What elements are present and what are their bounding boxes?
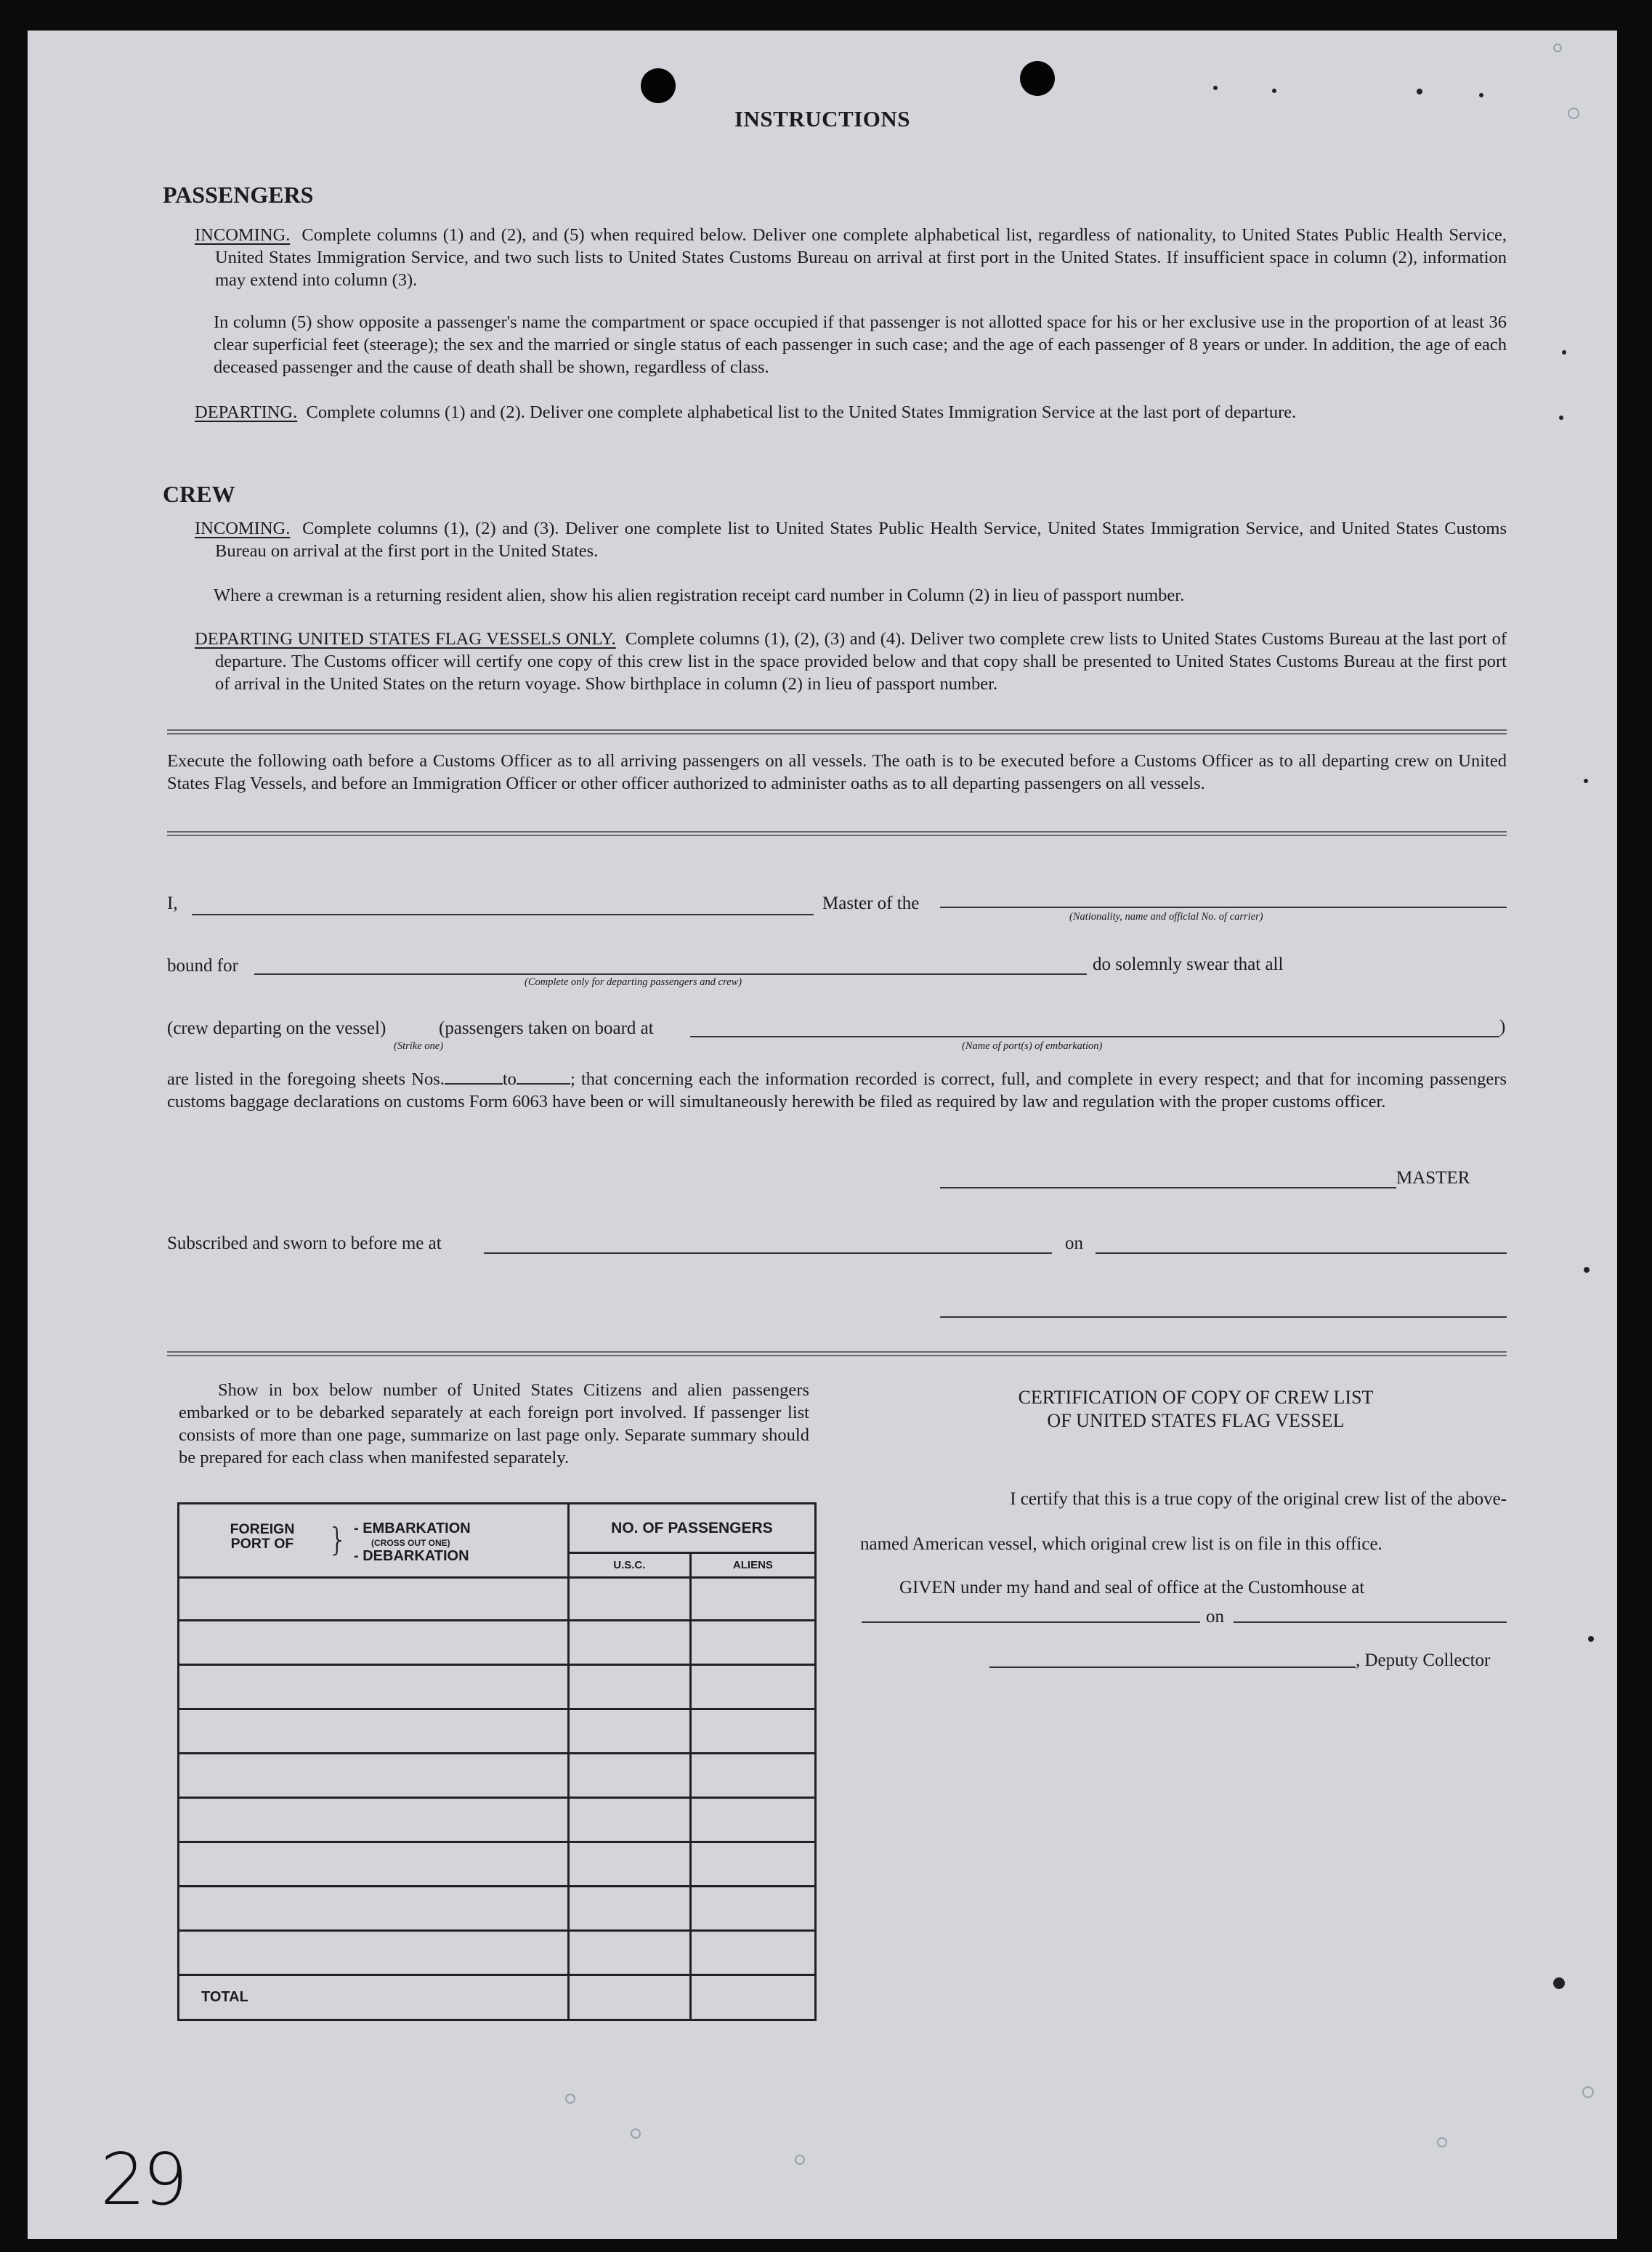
crew-departing-option[interactable]: (crew departing on the vessel)	[167, 1018, 386, 1038]
carrier-caption: (Nationality, name and official No. of carrier)	[1069, 911, 1263, 923]
oath-i-label: I,	[167, 894, 178, 913]
form-sheet	[28, 31, 1617, 2239]
bound-for-label: bound for	[167, 956, 238, 976]
port-cell[interactable]	[179, 1798, 569, 1842]
aliens-cell[interactable]	[690, 1709, 815, 1754]
subscribed-label: Subscribed and sworn to before me at	[167, 1234, 442, 1253]
crew-incoming	[195, 517, 1507, 562]
page-heading: INSTRUCTIONS	[734, 106, 910, 131]
port-caption: (Name of port(s) of embarkation)	[962, 1040, 1103, 1052]
punch-hole-left	[641, 68, 676, 103]
usc-cell[interactable]	[568, 1578, 690, 1621]
aliens-cell[interactable]	[690, 1798, 815, 1842]
crew-departing-text: Complete columns (1), (2), (3) and (4). Deliver two complete crew lists to United States Customs Bureau at the last port of departure. The Customs officer will certify one copy of this crew list in the space provided below and that copy shall be presented to United States Customs Bureau at the first port of arrival in the United States on the return voyage. Show birthplace in column (2) in lieu of passport number.	[215, 629, 1507, 694]
speck	[1213, 86, 1218, 90]
port-cell[interactable]	[179, 1887, 569, 1931]
aliens-cell[interactable]	[690, 1665, 815, 1709]
faint-mark	[565, 2094, 575, 2104]
oath-instruction: Execute the following oath before a Customs Officer as to all arriving passengers on all vessels. The oath is to be executed before a Customs Officer as to all departing crew on United States Flag Vessels, and before an Immigration Officer or other officer authorized to administer oaths as to all departing passengers on all vessels.	[167, 751, 1507, 793]
master-name-field[interactable]	[192, 914, 814, 915]
usc-cell[interactable]	[568, 1842, 690, 1887]
close-paren: )	[1499, 1017, 1506, 1037]
punch-hole-right	[1020, 61, 1055, 96]
embarkation-port-field[interactable]	[690, 1036, 1499, 1037]
usc-cell[interactable]	[568, 1931, 690, 1975]
divider	[167, 831, 1507, 836]
master-of-label: Master of the	[822, 894, 920, 913]
faint-mark	[631, 2129, 641, 2139]
deputy-signature-field[interactable]	[989, 1666, 1356, 1668]
certification-date-field[interactable]	[1234, 1621, 1507, 1623]
usc-cell[interactable]	[568, 1887, 690, 1931]
port-header-cell	[179, 1504, 569, 1578]
aliens-cell[interactable]	[690, 1842, 815, 1887]
aliens-total-cell[interactable]	[690, 1975, 815, 2020]
speck	[1553, 1977, 1565, 1989]
speck	[1562, 350, 1566, 355]
passengers-title: PASSENGERS	[163, 182, 314, 208]
passengers-taken-option[interactable]: (passengers taken on board at	[439, 1018, 654, 1038]
master-signature-field[interactable]	[940, 1187, 1396, 1188]
crew-departing	[195, 628, 1507, 695]
embarkation-option[interactable]: - EMBARKATION	[354, 1520, 471, 1536]
faint-mark	[795, 2155, 805, 2165]
usc-cell[interactable]	[568, 1798, 690, 1842]
crew-title: CREW	[163, 481, 235, 507]
crew-incoming-text: Complete columns (1), (2) and (3). Deliver one complete list to United States Public Health Service, United States Immigration Service, and United States Customs Bureau on arrival at the first port in the United States.	[215, 519, 1507, 561]
master-label: MASTER	[1396, 1168, 1470, 1188]
aliens-cell[interactable]	[690, 1754, 815, 1798]
crew-incoming-lead: INCOMING.	[195, 519, 291, 538]
carrier-field[interactable]	[940, 907, 1507, 908]
passengers-departing	[195, 401, 1507, 424]
summary-instructions: Show in box below number of United States Citizens and alien passengers embarked or to be debarked separately at each foreign port involved. If passenger list consists of more than one page, summarize on last page only. Separate summary should be prepared for each class when manifested separately.	[179, 1380, 809, 1467]
handwritten-page-number: 29	[100, 2139, 185, 2221]
speck	[1584, 779, 1588, 783]
cross-out-note: (CROSS OUT ONE)	[371, 1537, 450, 1548]
total-label: TOTAL	[179, 1975, 569, 2020]
port-cell[interactable]	[179, 1709, 569, 1754]
crew-departing-lead: DEPARTING UNITED STATES FLAG VESSELS ONLY.	[195, 629, 616, 649]
to-label: to	[502, 1069, 517, 1089]
given-text: GIVEN under my hand and seal of office at the Customhouse at	[899, 1578, 1365, 1597]
passengers-header: NO. OF PASSENGERS	[568, 1504, 815, 1553]
passengers-departing-text: Complete columns (1) and (2). Deliver one complete alphabetical list to the United States Immigration Service at the last port of departure.	[306, 402, 1297, 422]
passengers-incoming-text: Complete columns (1) and (2), and (5) when required below. Deliver one complete alphabetical list, regardless of nationality, to United States Public Health Service, United States Immigration Service, and two such lists to United States Customs Bureau on arrival at first port in the United States. If insufficient space in column (2), information may extend into column (3).	[215, 225, 1507, 290]
passengers-incoming-lead: INCOMING.	[195, 225, 291, 245]
sworn-place-field[interactable]	[484, 1252, 1052, 1254]
certification-title-line1: CERTIFICATION OF COPY OF CREW LIST	[1018, 1387, 1374, 1408]
usc-cell[interactable]	[568, 1665, 690, 1709]
port-cell[interactable]	[179, 1578, 569, 1621]
faint-mark	[1437, 2137, 1447, 2147]
aliens-cell[interactable]	[690, 1621, 815, 1665]
deputy-collector-label: , Deputy Collector	[1356, 1650, 1491, 1670]
strike-caption: (Strike one)	[394, 1040, 444, 1052]
listed-rest: ; that concerning each the information recorded is correct, full, and complete in every respect; and that for incoming passengers customs baggage declarations on customs Form 6063 have been or will simultaneously herewith be filed as required by law and regulation with the proper customs officer.	[167, 1069, 1507, 1111]
passengers-incoming	[195, 224, 1507, 291]
bound-for-caption: (Complete only for departing passengers and crew)	[525, 976, 742, 988]
usc-cell[interactable]	[568, 1621, 690, 1665]
usc-header: U.S.C.	[568, 1553, 690, 1578]
passengers-departing-lead: DEPARTING.	[195, 402, 298, 422]
certification-title	[885, 1386, 1507, 1433]
certification-on-label: on	[1206, 1607, 1224, 1627]
divider	[167, 729, 1507, 734]
sworn-date-field[interactable]	[1096, 1252, 1507, 1254]
usc-cell[interactable]	[568, 1709, 690, 1754]
listed-label: are listed in the foregoing sheets Nos.	[167, 1069, 445, 1089]
faint-mark	[1553, 44, 1562, 52]
speck	[1272, 89, 1276, 93]
speck	[1584, 1267, 1590, 1273]
crew-resident-alien: Where a crewman is a returning resident alien, show his alien registration receipt card number in Column (2) in lieu of passport number.	[214, 586, 1185, 605]
aliens-cell[interactable]	[690, 1578, 815, 1621]
oath-listed-text	[167, 1068, 1507, 1113]
port-cell[interactable]	[179, 1931, 569, 1975]
customhouse-field[interactable]	[862, 1621, 1200, 1623]
usc-total-cell[interactable]	[568, 1975, 690, 2020]
faint-mark	[1582, 2086, 1594, 2098]
passengers-column5: In column (5) show opposite a passenger's name the compartment or space occupied if that passenger is not allotted space for his or her exclusive use in the proportion of at least 36 clear superficial feet (steerage); the sex and the married or single status of each passenger in such case; and the age of each passenger of 8 years or under. In addition, the age of each deceased passenger and the cause of death shall be shown, regardless of class.	[214, 312, 1507, 377]
port-cell[interactable]	[179, 1842, 569, 1887]
aliens-header: ALIENS	[690, 1553, 815, 1578]
sheet-to-field[interactable]	[517, 1070, 570, 1085]
sworn-on-label: on	[1065, 1234, 1083, 1253]
officer-signature-field[interactable]	[940, 1316, 1507, 1318]
certify-text: I certify that this is a true copy of the original crew list of the above-	[1010, 1489, 1507, 1509]
speck	[1479, 93, 1483, 97]
divider	[167, 1351, 1507, 1356]
aliens-cell[interactable]	[690, 1931, 815, 1975]
speck	[1559, 416, 1563, 420]
speck	[1417, 89, 1422, 94]
certify-text-2: named American vessel, which original crew list is on file in this office.	[860, 1534, 1382, 1554]
usc-cell[interactable]	[568, 1754, 690, 1798]
passenger-summary-table	[177, 1502, 817, 2021]
speck	[1588, 1636, 1594, 1642]
bound-for-field[interactable]	[254, 973, 1087, 975]
brace-icon: }	[328, 1520, 348, 1558]
aliens-cell[interactable]	[690, 1887, 815, 1931]
debarkation-option[interactable]: - DEBARKATION	[354, 1547, 469, 1564]
port-cell[interactable]	[179, 1754, 569, 1798]
swear-label: do solemnly swear that all	[1093, 955, 1284, 974]
port-cell[interactable]	[179, 1665, 569, 1709]
sheet-from-field[interactable]	[445, 1070, 503, 1085]
port-cell[interactable]	[179, 1621, 569, 1665]
foreign-port-label: FOREIGN PORT OF	[230, 1520, 295, 1552]
certification-title-line2: OF UNITED STATES FLAG VESSEL	[1047, 1410, 1345, 1431]
